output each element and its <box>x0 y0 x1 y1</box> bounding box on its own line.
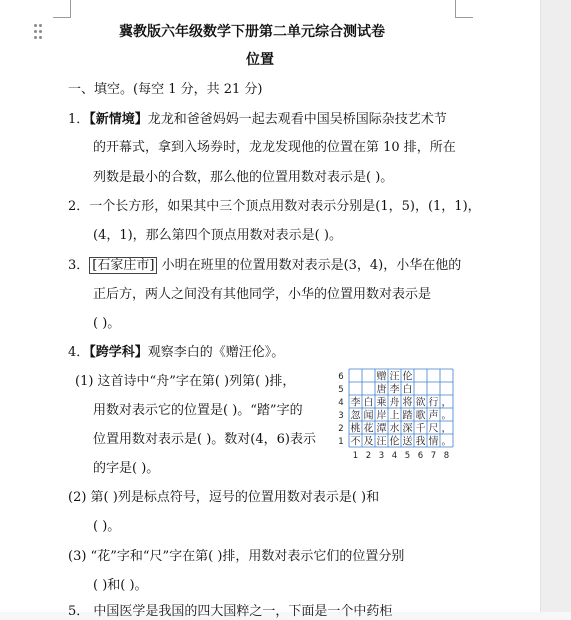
q4-p1-line1: (1) 这首诗中“舟”字在第( )列第( )排， <box>75 374 296 389</box>
grid-char: 伦 <box>389 436 400 448</box>
grid-char: 潭 <box>376 423 387 435</box>
q4-p3-line2: ( )和( )。 <box>93 578 148 593</box>
grid-char: 不 <box>350 436 361 448</box>
grid-char: 行 <box>428 397 439 409</box>
q2-line1 <box>68 199 481 215</box>
grid-col-label: 2 <box>365 451 372 461</box>
q3-line3: ( )。 <box>93 316 121 331</box>
grid-char: 欲 <box>415 397 426 409</box>
grid-char: 上 <box>389 410 400 422</box>
grid-char: 汪 <box>389 371 400 383</box>
grid-char: ， <box>441 423 452 435</box>
grid-char: 闻 <box>363 410 374 422</box>
q1-line1 <box>68 112 447 128</box>
q4-p1-line4: 的字是( )。 <box>93 461 160 476</box>
crop-mark-right-v <box>455 0 456 17</box>
drag-handle-icon[interactable] <box>34 24 44 40</box>
grid-col-label: 1 <box>352 451 359 461</box>
q2-number: 2． <box>68 199 90 214</box>
grid-char: 。 <box>441 436 452 448</box>
grid-row-label: 5 <box>338 385 344 395</box>
grid-char: 岸 <box>376 410 387 422</box>
poem-grid-figure <box>337 366 459 462</box>
q1-number: 1． <box>68 112 90 127</box>
grid-char: 情 <box>428 436 439 448</box>
grid-char: 将 <box>402 397 413 409</box>
q1-tag: 【新情境】 <box>89 112 148 127</box>
q1-text: 龙龙和爸爸妈妈一起去观看中国吴桥国际杂技艺术节 <box>147 112 447 127</box>
grid-char: 尺 <box>428 423 439 435</box>
grid-char: 声 <box>428 410 439 422</box>
grid-char: 李 <box>389 384 400 396</box>
crop-mark-left-v <box>70 0 71 17</box>
crop-mark-right-h <box>455 17 473 18</box>
q1-line3: 列数是最小的合数，那么他的位置用数对表示是( )。 <box>93 170 394 185</box>
grid-char: 花 <box>363 423 374 435</box>
q3-line1 <box>68 258 461 274</box>
grid-char: 。 <box>441 410 452 422</box>
grid-row-label: 6 <box>338 372 344 382</box>
doc-subtitle: 位置 <box>246 52 274 68</box>
grid-char: 及 <box>363 436 374 448</box>
q3-tag: [石家庄市] <box>89 257 157 274</box>
q2-line2: (4，1)，那么第四个顶点用数对表示是( )。 <box>93 228 342 243</box>
q3-number: 3． <box>68 258 90 273</box>
grid-char: 白 <box>402 384 413 396</box>
grid-char: 踏 <box>402 410 413 422</box>
grid-col-label: 8 <box>443 451 450 461</box>
grid-col-label: 6 <box>417 451 424 461</box>
grid-char: 忽 <box>350 410 361 422</box>
q4-line1 <box>68 345 284 361</box>
crop-mark-left-h <box>53 17 71 18</box>
q3-line2: 正后方，两人之间没有其他同学，小华的位置用数对表示是 <box>93 287 432 302</box>
grid-char: ， <box>441 397 452 409</box>
grid-char: 水 <box>389 423 400 435</box>
grid-col-label: 3 <box>378 451 385 461</box>
q4-p1-line3: 位置用数对表示是( )。数对(4，6)表示 <box>93 432 316 447</box>
grid-char: 舟 <box>389 397 400 409</box>
grid-char: 李 <box>350 397 361 409</box>
grid-char: 深 <box>402 423 413 435</box>
grid-row-label: 3 <box>338 411 344 421</box>
grid-row-label: 1 <box>338 437 344 447</box>
q4-tag: 【跨学科】 <box>89 345 148 360</box>
grid-char: 送 <box>402 436 413 448</box>
grid-char: 唐 <box>376 384 387 396</box>
q4-p1-line2: 用数对表示它的位置是( )。“踏”字的 <box>93 403 303 418</box>
q4-intro: 观察李白的《赠汪伦》。 <box>147 345 285 360</box>
grid-char: 乘 <box>376 397 387 409</box>
grid-char: 汪 <box>376 436 387 448</box>
q4-p3-line1: (3) “花”字和“尺”字在第( )排，用数对表示它们的位置分别 <box>68 549 405 564</box>
grid-char: 伦 <box>402 371 413 383</box>
grid-char: 赠 <box>376 371 387 383</box>
grid-row-label: 4 <box>338 398 344 408</box>
q1-line2: 的开幕式，拿到入场券时，龙龙发现他的位置在第 10 排，所在 <box>93 140 456 155</box>
grid-col-label: 5 <box>404 451 411 461</box>
grid-char: 千 <box>415 423 426 435</box>
grid-col-label: 4 <box>391 451 398 461</box>
q4-number: 4． <box>68 345 90 360</box>
section-heading: 一、填空。(每空 1 分，共 21 分) <box>68 82 263 97</box>
grid-char: 歌 <box>415 410 426 422</box>
grid-col-label: 7 <box>430 451 437 461</box>
q4-p2-line2: ( )。 <box>93 519 121 534</box>
q3-text: 小明在班里的位置用数对表示是(3，4)，小华在他的 <box>157 258 462 273</box>
grid-char: 我 <box>415 436 426 448</box>
side-scroll-area[interactable] <box>540 0 571 612</box>
doc-title: 冀教版六年级数学下册第二单元综合测试卷 <box>119 24 385 40</box>
grid-char: 白 <box>363 397 374 409</box>
grid-row-label: 2 <box>338 424 344 434</box>
q5-cutoff: 5． 中国医学是我国的四大国粹之一，下面是一个中药柜 <box>68 604 393 619</box>
grid-char: 桃 <box>350 423 361 435</box>
q2-text: 一个长方形，如果其中三个顶点用数对表示分别是(1，5)，(1，1)， <box>89 199 481 214</box>
q4-p2-line1: (2) 第( )列是标点符号，逗号的位置用数对表示是( )和 <box>68 490 380 505</box>
